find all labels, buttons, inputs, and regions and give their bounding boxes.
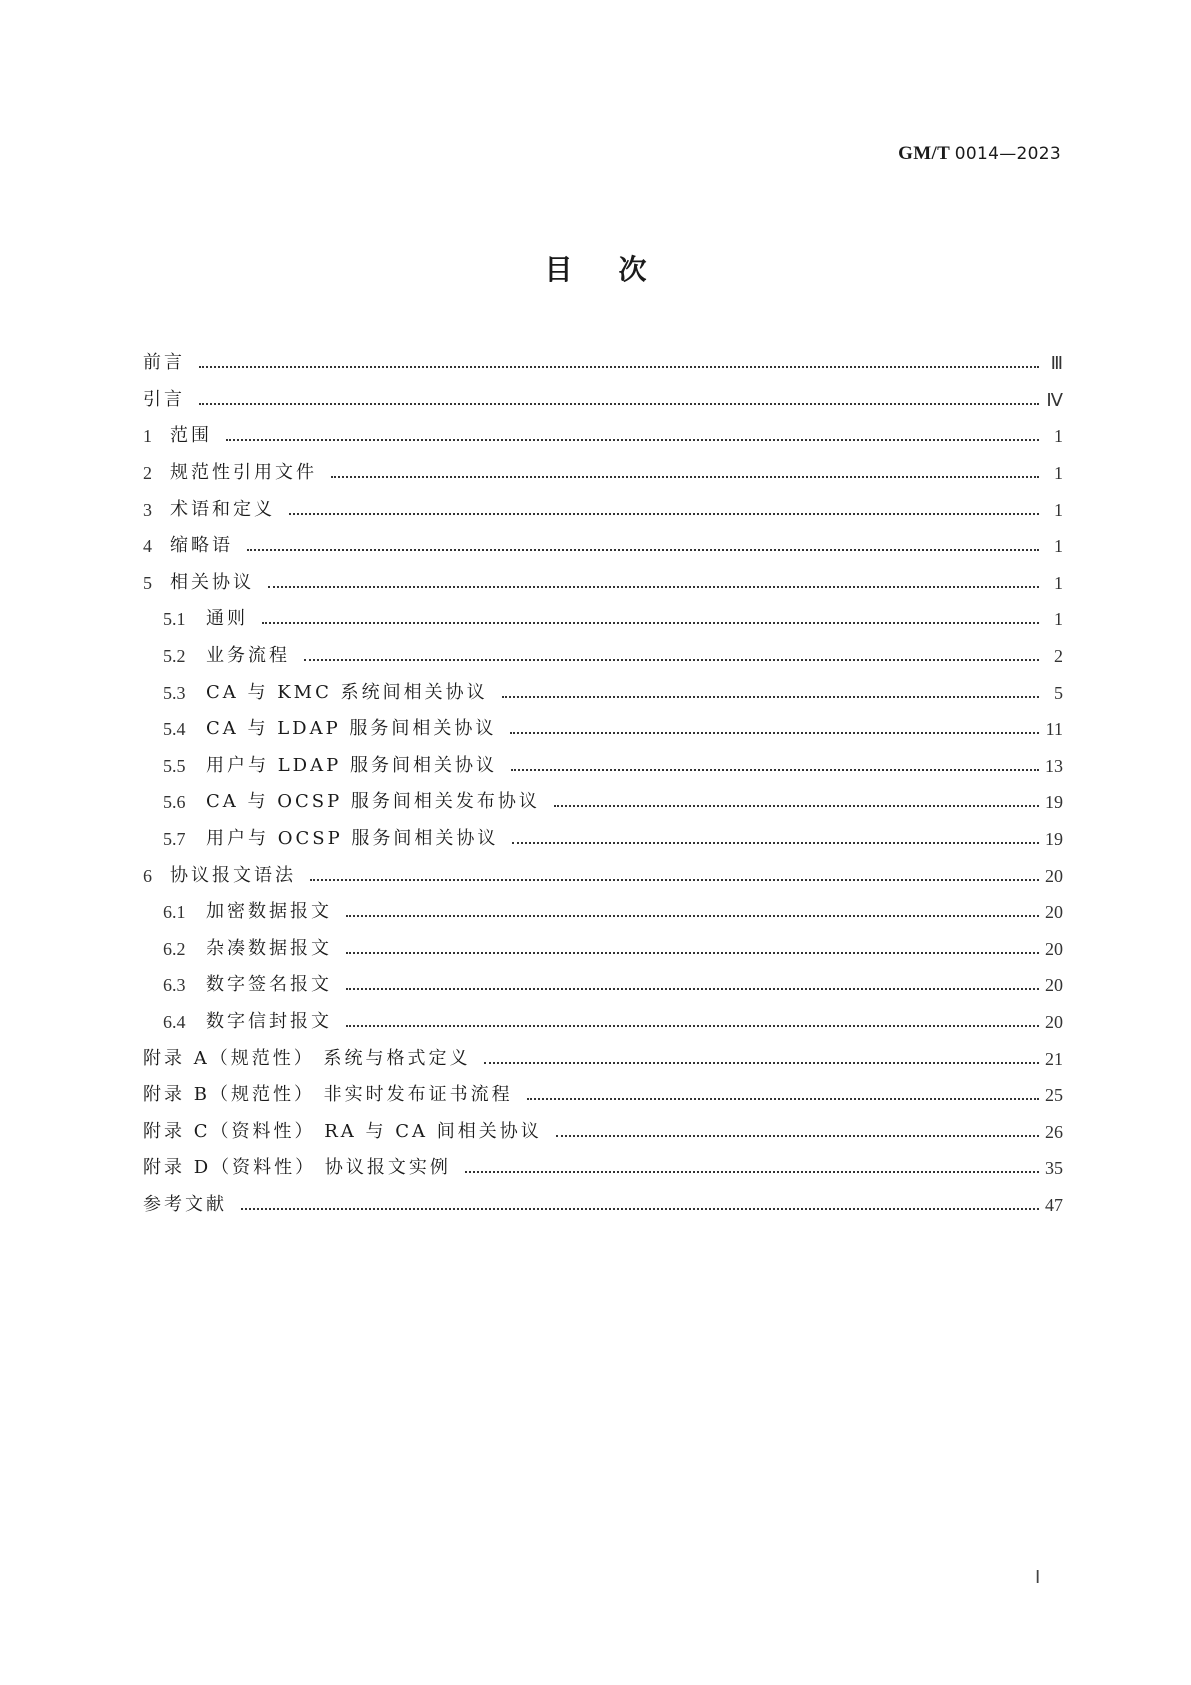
standard-prefix: GM/T	[898, 143, 950, 164]
page-number: Ⅰ	[1035, 1567, 1041, 1587]
page-title: 目次	[544, 253, 693, 286]
toc-entry-page: Ⅳ	[1046, 389, 1063, 410]
toc-entry[interactable]	[143, 894, 1063, 931]
toc-leader-dots	[262, 622, 1039, 624]
standard-number: 0014—2023	[954, 144, 1061, 164]
toc-entry-page: 5	[1054, 682, 1063, 703]
toc-leader-dots	[554, 805, 1039, 807]
toc-entry-label: 规范性引用文件	[170, 462, 317, 484]
toc-entry[interactable]	[143, 491, 1063, 528]
toc-entry-page: 21	[1045, 1048, 1063, 1069]
toc-entry-page: 20	[1045, 902, 1063, 923]
toc-entry-number: 5.7	[163, 829, 186, 850]
toc-entry[interactable]	[143, 711, 1063, 748]
toc-entry[interactable]	[143, 1040, 1063, 1077]
toc-entry-number: 1	[143, 426, 152, 447]
toc-entry-page: 1	[1054, 609, 1063, 630]
toc-leader-dots	[556, 1135, 1039, 1137]
toc-entry[interactable]	[143, 601, 1063, 638]
toc-entry-label: 引言	[143, 388, 185, 410]
toc-leader-dots	[346, 952, 1039, 954]
toc-entry[interactable]	[143, 1150, 1063, 1187]
toc-entry-label: 范围	[170, 425, 212, 447]
toc-leader-dots	[289, 513, 1039, 515]
toc-entry-label: 杂凑数据报文	[206, 937, 332, 959]
toc-entry-page: 20	[1045, 975, 1063, 996]
toc-entry[interactable]	[143, 528, 1063, 565]
toc-leader-dots	[502, 696, 1039, 698]
toc-entry-label: CA 与 OCSP 服务间相关发布协议	[206, 791, 540, 813]
toc-entry-page: 47	[1045, 1194, 1063, 1215]
toc-entry-page: 1	[1054, 536, 1063, 557]
toc-entry-number: 4	[143, 536, 152, 557]
toc-leader-dots	[346, 988, 1039, 990]
toc-entry[interactable]	[143, 1004, 1063, 1041]
toc-leader-dots	[484, 1062, 1039, 1064]
toc-entry[interactable]	[143, 418, 1063, 455]
toc-entry-number: 5	[143, 572, 152, 593]
toc-entry-label: 附录 D（资料性） 协议报文实例	[143, 1157, 451, 1179]
toc-entry[interactable]	[143, 382, 1063, 419]
toc-entry[interactable]	[143, 638, 1063, 675]
toc-entry-label: 用户与 OCSP 服务间相关协议	[206, 828, 499, 850]
toc-entry[interactable]	[143, 931, 1063, 968]
toc-entry-label: 前言	[143, 352, 185, 374]
toc-entry-page: 1	[1054, 463, 1063, 484]
toc-entry-page: 25	[1045, 1085, 1063, 1106]
toc-leader-dots	[511, 769, 1039, 771]
toc-leader-dots	[199, 366, 1039, 368]
toc-entry-page: 35	[1045, 1158, 1063, 1179]
toc-entry-label: 附录 B（规范性） 非实时发布证书流程	[143, 1084, 513, 1106]
toc-entry[interactable]	[143, 1187, 1063, 1224]
toc-entry-label: 协议报文语法	[170, 864, 296, 886]
toc-entry-number: 2	[143, 463, 152, 484]
standard-code	[898, 143, 1061, 165]
toc-entry-number: 6	[143, 865, 152, 886]
toc-leader-dots	[247, 549, 1039, 551]
toc-entry-label: 相关协议	[170, 571, 254, 593]
toc-entry-page: 1	[1054, 572, 1063, 593]
toc-entry-page: 2	[1054, 646, 1063, 667]
toc-entry-number: 6.2	[163, 938, 186, 959]
toc-leader-dots	[304, 659, 1039, 661]
toc-entry-page: 1	[1054, 499, 1063, 520]
toc-entry[interactable]	[143, 784, 1063, 821]
toc-entry-label: 通则	[206, 608, 248, 630]
toc-entry[interactable]	[143, 967, 1063, 1004]
table-of-contents	[143, 345, 1063, 1223]
toc-leader-dots	[268, 586, 1039, 588]
toc-entry-page: 26	[1045, 1121, 1063, 1142]
toc-leader-dots	[241, 1208, 1039, 1210]
toc-leader-dots	[465, 1171, 1039, 1173]
toc-entry-label: CA 与 KMC 系统间相关协议	[206, 681, 488, 703]
toc-entry-number: 6.3	[163, 975, 186, 996]
toc-entry-label: 缩略语	[170, 535, 233, 557]
toc-entry[interactable]	[143, 455, 1063, 492]
toc-entry-page: 20	[1045, 865, 1063, 886]
toc-leader-dots	[512, 842, 1039, 844]
toc-entry-label: 参考文献	[143, 1193, 227, 1215]
toc-entry-label: 用户与 LDAP 服务间相关协议	[206, 754, 497, 776]
toc-leader-dots	[346, 915, 1039, 917]
toc-leader-dots	[527, 1098, 1039, 1100]
toc-entry-label: CA 与 LDAP 服务间相关协议	[206, 718, 497, 740]
toc-entry-number: 5.5	[163, 755, 186, 776]
toc-entry[interactable]	[143, 565, 1063, 602]
toc-entry-label: 附录 A（规范性） 系统与格式定义	[143, 1047, 471, 1069]
toc-entry-page: Ⅲ	[1050, 353, 1063, 374]
toc-entry-label: 业务流程	[206, 645, 290, 667]
toc-leader-dots	[199, 403, 1039, 405]
toc-entry[interactable]	[143, 748, 1063, 785]
toc-leader-dots	[510, 732, 1039, 734]
toc-entry[interactable]	[143, 857, 1063, 894]
toc-entry-page: 19	[1045, 829, 1063, 850]
toc-entry-label: 数字信封报文	[206, 1010, 332, 1032]
toc-entry-number: 5.4	[163, 719, 186, 740]
toc-entry-number: 6.4	[163, 1011, 186, 1032]
toc-entry-label: 术语和定义	[170, 498, 275, 520]
toc-entry-number: 5.3	[163, 682, 186, 703]
toc-entry[interactable]	[143, 1113, 1063, 1150]
toc-leader-dots	[310, 879, 1039, 881]
toc-leader-dots	[346, 1025, 1039, 1027]
toc-entry-page: 13	[1045, 755, 1063, 776]
toc-entry-page: 19	[1045, 792, 1063, 813]
toc-entry-page: 11	[1045, 719, 1063, 740]
toc-entry-page: 1	[1054, 426, 1063, 447]
toc-leader-dots	[226, 439, 1039, 441]
toc-entry[interactable]	[143, 821, 1063, 858]
toc-leader-dots	[331, 476, 1039, 478]
toc-entry-number: 5.6	[163, 792, 186, 813]
toc-entry-number: 3	[143, 499, 152, 520]
toc-entry-page: 20	[1045, 938, 1063, 959]
toc-entry-number: 5.1	[163, 609, 186, 630]
toc-entry[interactable]	[143, 1077, 1063, 1114]
toc-entry-label: 数字签名报文	[206, 974, 332, 996]
toc-entry-label: 加密数据报文	[206, 901, 332, 923]
toc-entry-number: 6.1	[163, 902, 186, 923]
toc-entry-page: 20	[1045, 1011, 1063, 1032]
toc-entry[interactable]	[143, 674, 1063, 711]
toc-entry-label: 附录 C（资料性） RA 与 CA 间相关协议	[143, 1120, 542, 1142]
toc-entry-number: 5.2	[163, 646, 186, 667]
toc-entry[interactable]	[143, 345, 1063, 382]
